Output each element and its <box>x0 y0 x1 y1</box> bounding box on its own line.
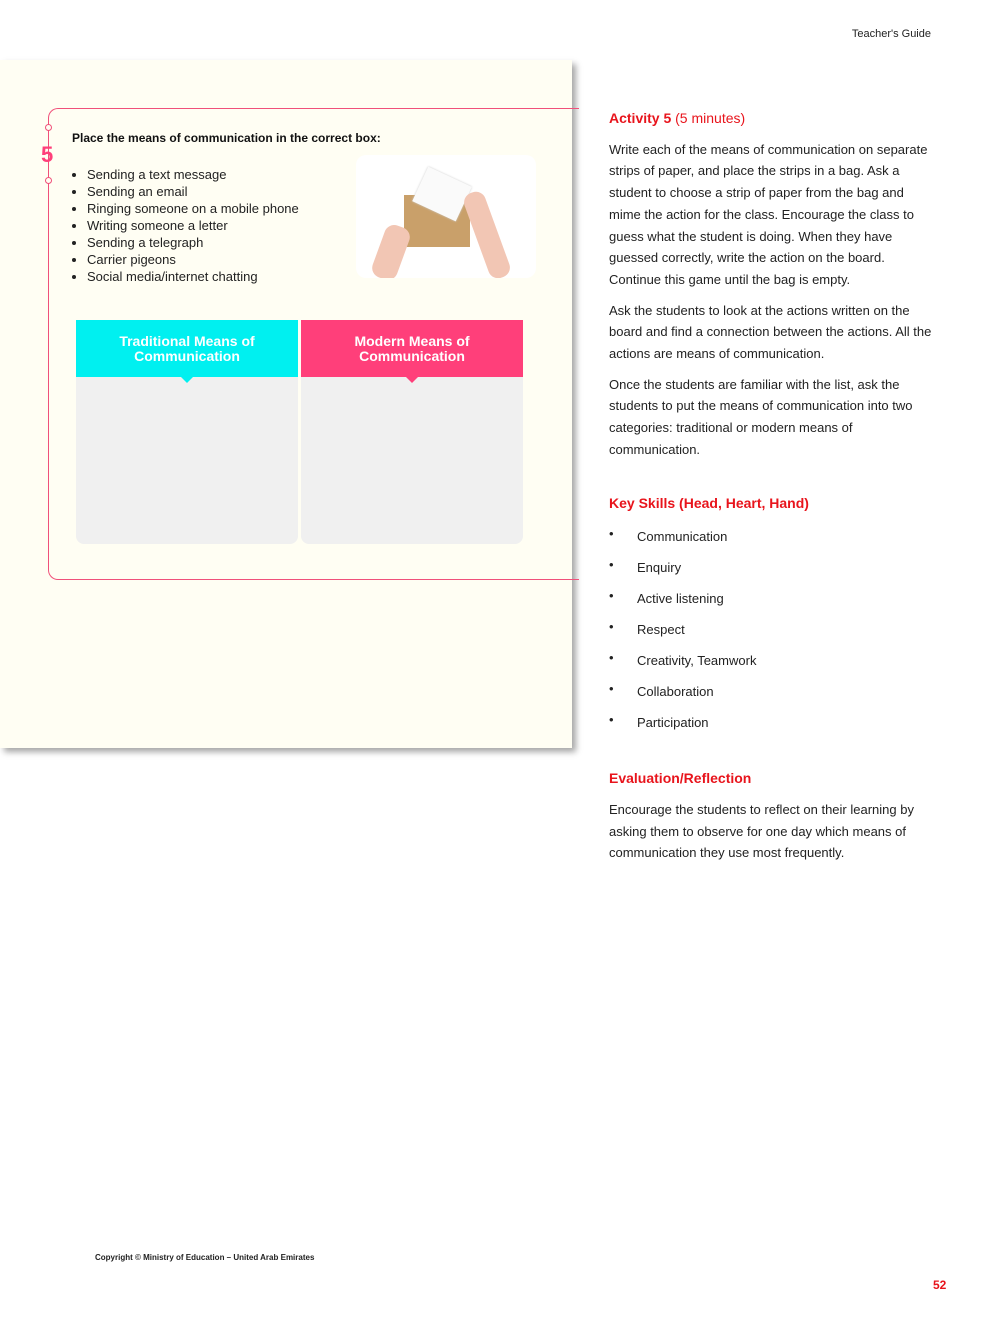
skill-item: • Participation <box>609 712 939 743</box>
list-item: • Sending a telegraph <box>87 234 299 251</box>
list-item: • Writing someone a letter <box>87 217 299 234</box>
envelope-image <box>356 155 536 278</box>
skill-item: • Active listening <box>609 588 939 619</box>
skill-item: • Communication <box>609 526 939 557</box>
items-list <box>72 166 299 285</box>
copyright: Copyright © Ministry of Education – United Arab Emirates <box>95 1253 315 1262</box>
activity-panel <box>0 60 572 748</box>
activity-number: 5 <box>41 142 54 167</box>
skill-item: • Collaboration <box>609 681 939 712</box>
paragraph: Once the students are familiar with the list, ask the students to put the means of communication into two categories: traditional or modern means of communication. <box>609 376 913 457</box>
modern-box[interactable] <box>301 320 523 544</box>
skills-title: Key Skills (Head, Heart, Hand) <box>609 494 809 511</box>
paragraph: Write each of the means of communication on separate strips of paper, and place the strips in a bag. Ask a student to choose a strip of paper from the bag and mime the action for the class. Encourage the class to guess what the student is doing. When they have guessed correctly, write the action on the board. Continue this game until the bag is empty. <box>609 141 928 287</box>
list-item: • Carrier pigeons <box>87 251 299 268</box>
instruction: Place the means of communication in the correct box: <box>72 131 381 145</box>
list-item: • Social media/internet chatting <box>87 268 299 285</box>
evaluation-title: Evaluation/Reflection <box>609 770 752 787</box>
modern-header: Modern Means of Communication <box>301 320 523 377</box>
traditional-box[interactable] <box>76 320 298 544</box>
skill-item: • Enquiry <box>609 557 939 588</box>
frame-dot <box>45 124 52 131</box>
skill-item: • Creativity, Teamwork <box>609 650 939 681</box>
list-item: • Sending a text message <box>87 166 299 183</box>
page-number: 52 <box>933 1278 947 1292</box>
skills-list <box>609 526 939 743</box>
traditional-header: Traditional Means of Communication <box>76 320 298 377</box>
activity-title: Activity 5 (5 minutes) <box>609 110 746 126</box>
header-title: Teacher's Guide <box>851 28 931 40</box>
frame-dot <box>45 177 52 184</box>
evaluation-text: Encourage the students to reflect on their learning by asking them to observe for one day which means of communication they use most frequently. <box>609 801 914 861</box>
teacher-notes <box>609 108 939 873</box>
skill-item: • Respect <box>609 619 939 650</box>
paragraph: Ask the students to look at the actions written on the board and find a connection between the actions. All the actions are means of communication. <box>609 302 932 362</box>
list-item: • Ringing someone on a mobile phone <box>87 200 299 217</box>
list-item: • Sending an email <box>87 183 299 200</box>
